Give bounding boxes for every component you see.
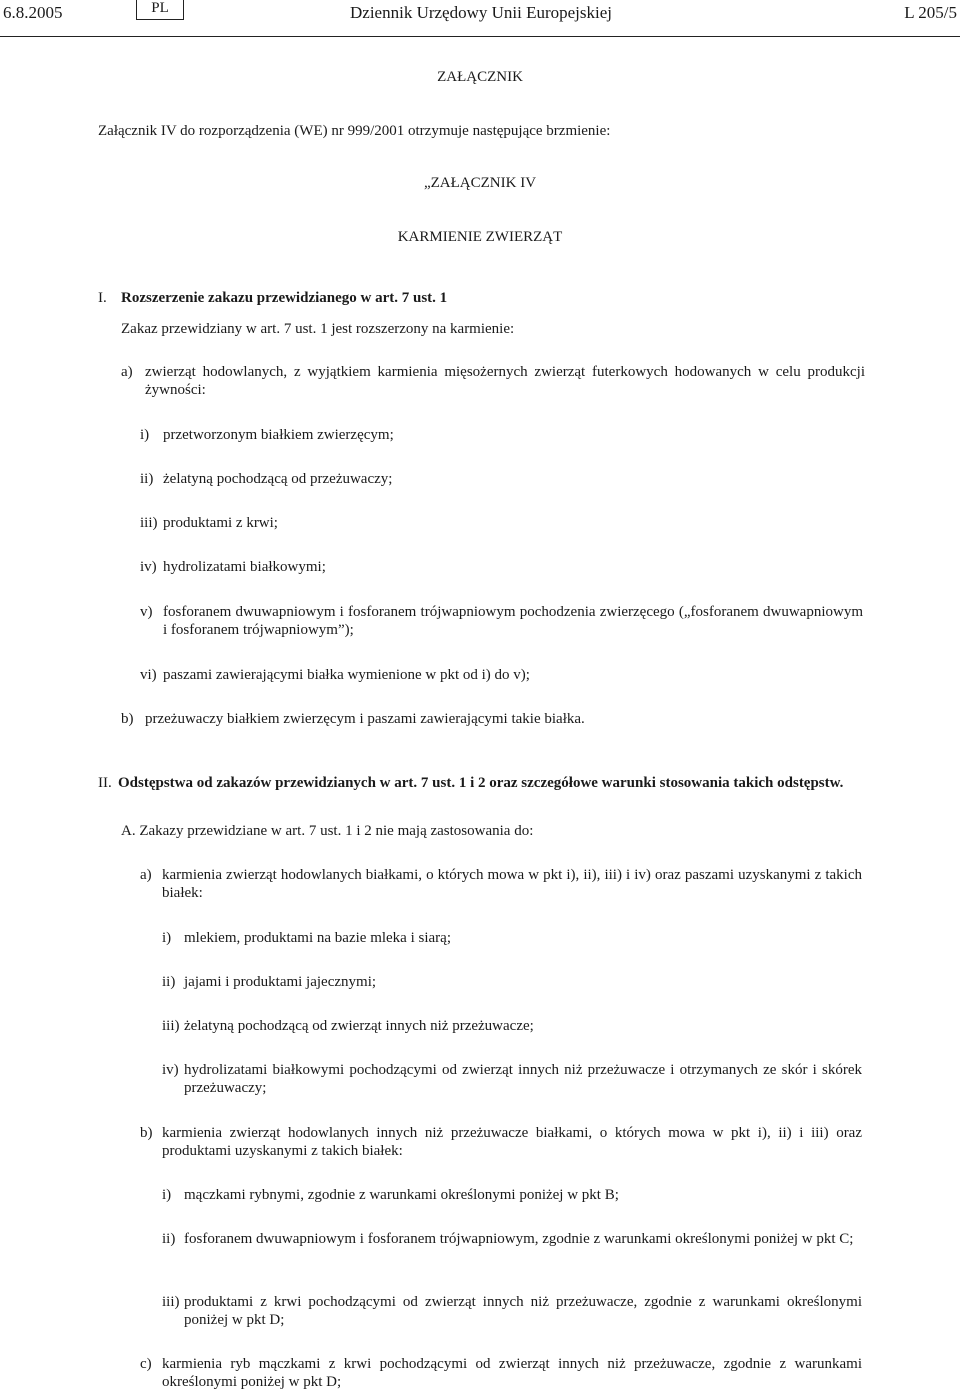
subitem-text: żelatyną pochodzącą od zwierząt innych niż przeżuwacze; xyxy=(184,1018,534,1034)
subitem-text: fosforanem dwuwapniowym i fosforanem trójwapniowym pochodzenia zwierzęcego („fosforanem dwuwapniowym i fosforanem trójwapniowym”); xyxy=(163,604,863,638)
subitem-text: produktami z krwi; xyxy=(163,515,278,531)
annex-title: ZAŁĄCZNIK xyxy=(437,69,523,85)
annex-iv-title: „ZAŁĄCZNIK IV xyxy=(423,175,537,191)
subitem-text: mączkami rybnymi, zgodnie z warunkami określonymi poniżej w pkt B; xyxy=(184,1187,619,1203)
subitem-text: fosforanem dwuwapniowym i fosforanem trójwapniowym, zgodnie z warunkami określonymi poniżej w pkt C; xyxy=(184,1231,854,1247)
page-reference: L 205/5 xyxy=(904,3,957,22)
item-label: c) xyxy=(140,1356,152,1372)
subsection-heading: A. Zakazy przewidziane w art. 7 ust. 1 i 2 nie mają zastosowania do: xyxy=(121,823,534,839)
subitem-label: ii) xyxy=(162,974,176,990)
subitem-text: mlekiem, produktami na bazie mleka i siarą; xyxy=(184,930,451,946)
subitem-text: przetworzonym białkiem zwierzęcym; xyxy=(163,427,394,443)
item-label: b) xyxy=(140,1125,153,1141)
subitem-label: iii) xyxy=(162,1294,180,1310)
section-heading: Rozszerzenie zakazu przewidzianego w art. 7 ust. 1 xyxy=(121,290,448,306)
item-label: b) xyxy=(121,711,134,727)
item-text: zwierząt hodowlanych, z wyjątkiem karmienia mięsożernych zwierząt futerkowych hodowanych w celu produkcji żywności: xyxy=(145,364,865,398)
item-label: a) xyxy=(140,867,152,883)
language-code: PL xyxy=(136,0,184,20)
publication-date: 6.8.2005 xyxy=(3,3,63,22)
item-text: karmienia zwierząt hodowlanych innych niż przeżuwacze białkami, o których mowa w pkt i), ii) i iii) oraz produktami uzyskanymi z takich białek: xyxy=(162,1125,862,1159)
subitem-text: produktami z krwi pochodzącymi od zwierząt innych niż przeżuwacze, zgodnie z warunkami określonymi poniżej w pkt D; xyxy=(184,1294,862,1328)
section-number: I. xyxy=(98,290,107,306)
subitem-text: jajami i produktami jajecznymi; xyxy=(184,974,377,990)
subitem-label: i) xyxy=(162,930,172,946)
section-lead: Zakaz przewidziany w art. 7 ust. 1 jest rozszerzony na karmienie: xyxy=(121,321,515,337)
subitem-text: żelatyną pochodzącą od przeżuwaczy; xyxy=(163,471,393,487)
subitem-label: iv) xyxy=(140,559,157,575)
section-heading: Odstępstwa od zakazów przewidzianych w art. 7 ust. 1 i 2 oraz szczegółowe warunki stosowania takich odstępstw. xyxy=(118,775,844,791)
subitem-label: ii) xyxy=(140,471,154,487)
subitem-text: paszami zawierającymi białka wymienione w pkt od i) do v); xyxy=(163,667,530,683)
subitem-text: hydrolizatami białkowymi pochodzącymi od zwierząt innych niż przeżuwacze i otrzymanych ze skór i skórek przeżuwaczy; xyxy=(184,1062,862,1096)
subitem-label: iv) xyxy=(162,1062,179,1078)
subitem-label: vi) xyxy=(140,667,157,683)
item-text: karmienia zwierząt hodowlanych białkami, o których mowa w pkt i), ii), iii) i iv) oraz paszami uzyskanymi z takich białek: xyxy=(162,867,862,901)
item-text: przeżuwaczy białkiem zwierzęcym i paszami zawierającymi takie białka. xyxy=(145,711,585,727)
subitem-label: i) xyxy=(162,1187,172,1203)
subitem-label: iii) xyxy=(162,1018,180,1034)
subitem-label: iii) xyxy=(140,515,158,531)
subitem-label: v) xyxy=(140,604,153,620)
item-label: a) xyxy=(121,364,133,380)
subitem-label: ii) xyxy=(162,1231,176,1247)
subject-title: KARMIENIE ZWIERZĄT xyxy=(397,229,563,245)
subitem-text: hydrolizatami białkowymi; xyxy=(163,559,326,575)
item-text: karmienia ryb mączkami z krwi pochodzącymi od zwierząt innych niż przeżuwacze, zgodnie z warunkami określonymi poniżej w pkt D; xyxy=(162,1356,862,1390)
section-number: II. xyxy=(98,775,112,791)
journal-title: Dziennik Urzędowy Unii Europejskiej xyxy=(350,3,613,22)
header-rule xyxy=(0,36,960,37)
subitem-label: i) xyxy=(140,427,150,443)
intro-paragraph: Załącznik IV do rozporządzenia (WE) nr 999/2001 otrzymuje następujące brzmienie: xyxy=(98,123,611,139)
